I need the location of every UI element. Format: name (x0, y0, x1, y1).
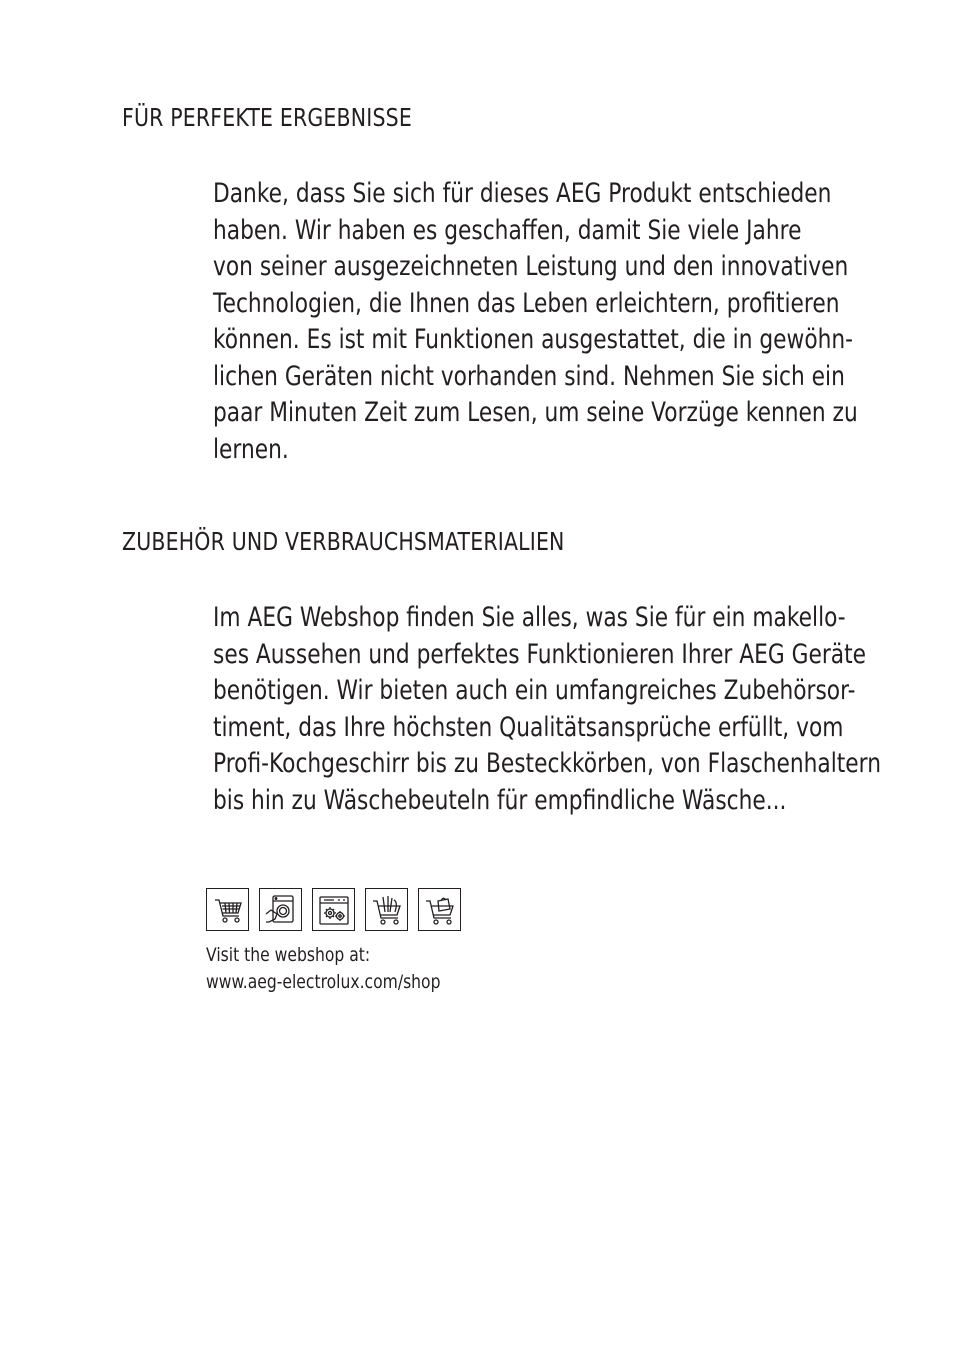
appliance-gears-icon (312, 888, 355, 931)
accessories-paragraph (213, 600, 894, 819)
paragraph-line: Technologien, die Ihnen das Leben erleichtern, profitieren (213, 287, 840, 319)
section-heading-accessories: ZUBEHÖR UND VERBRAUCHSMATERIALIEN (122, 527, 565, 556)
washing-machine-hand-icon (259, 888, 302, 931)
cart-bag-icon (418, 888, 461, 931)
paragraph-line: benötigen. Wir bieten auch ein umfangreiches Zubehörsor- (213, 675, 856, 706)
paragraph-line: Profi-Kochgeschirr bis zu Besteckkörben, von Flaschenhaltern (213, 748, 881, 779)
paragraph-line: haben. Wir haben es geschaffen, damit Sie viele Jahre (213, 214, 802, 246)
webshop-caption (206, 942, 440, 996)
paragraph-line: timent, das Ihre höchsten Qualitätsansprüche erfüllt, vom (213, 711, 844, 743)
paragraph-line: lichen Geräten nicht vorhanden sind. Nehmen Sie sich ein (213, 360, 845, 392)
paragraph-line: können. Es ist mit Funktionen ausgestattet, die in gewöhn- (213, 324, 854, 355)
paragraph-line: Im AEG Webshop finden Sie alles, was Sie für ein makello- (213, 602, 846, 633)
paragraph-line: bis hin zu Wäschebeuteln für empfindliche Wäsche... (213, 784, 787, 816)
paragraph-line: paar Minuten Zeit zum Lesen, um seine Vorzüge kennen zu (213, 397, 858, 428)
paragraph-line: lernen. (213, 433, 289, 465)
webshop-url[interactable]: www.aeg-electrolux.com/shop (206, 971, 441, 993)
webshop-visit-label: Visit the webshop at: (206, 944, 371, 966)
cart-utensils-icon (365, 888, 408, 931)
intro-paragraph (213, 176, 894, 468)
shopping-cart-icon (206, 888, 249, 931)
section-heading-results: FÜR PERFEKTE ERGEBNISSE (122, 103, 412, 132)
paragraph-line: von seiner ausgezeichneten Leistung und den innovativen (213, 251, 849, 282)
paragraph-line: Danke, dass Sie sich für dieses AEG Produkt entschieden (213, 178, 832, 209)
webshop-icon-row (206, 888, 461, 931)
paragraph-line: ses Aussehen und perfektes Funktionieren Ihrer AEG Geräte (213, 638, 866, 670)
